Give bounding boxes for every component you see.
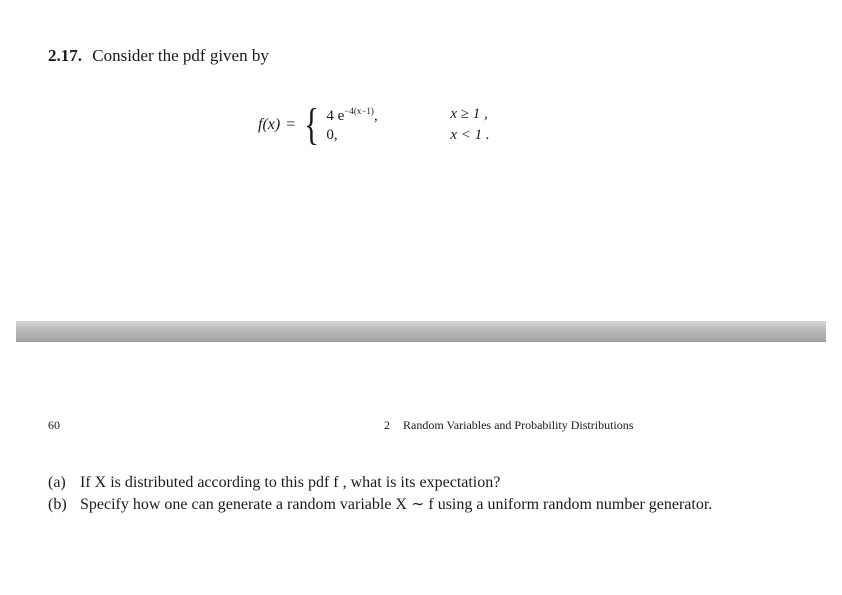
case1-value: 4 $e^{-4(x-1)}$, <box>326 106 378 124</box>
equation-cases <box>326 106 489 144</box>
case2-condition: x < 1 . <box>450 127 490 143</box>
pdf-equation <box>258 100 490 150</box>
part-a <box>48 472 758 494</box>
part-b <box>48 494 758 516</box>
case1-exponent: −4(x−1) <box>344 106 374 116</box>
page-number: 60 <box>48 418 60 432</box>
equation-equals: = <box>286 116 296 133</box>
page-divider <box>16 321 826 342</box>
equation-lhs: f(x) <box>258 116 281 133</box>
running-head <box>384 418 633 433</box>
chapter-title: Random Variables and Probability Distributions <box>403 418 634 432</box>
problem-number: 2.17. <box>48 46 82 65</box>
part-b-label: (b) <box>48 496 67 513</box>
part-a-text: If X is distributed according to this pdf f , what is its expectation? <box>80 474 501 491</box>
problem-heading <box>48 46 269 66</box>
case2-value: 0, <box>326 127 338 143</box>
case1-condition: x ≥ 1 , <box>450 106 488 122</box>
part-b-text: Specify how one can generate a random variable X ∼ f using a uniform random number generator. <box>80 496 713 513</box>
part-a-label: (a) <box>48 474 66 491</box>
chapter-number: 2 <box>384 418 390 432</box>
left-brace: { <box>304 100 320 149</box>
problem-intro: Consider the pdf given by <box>92 46 269 65</box>
problem-parts <box>48 472 758 516</box>
